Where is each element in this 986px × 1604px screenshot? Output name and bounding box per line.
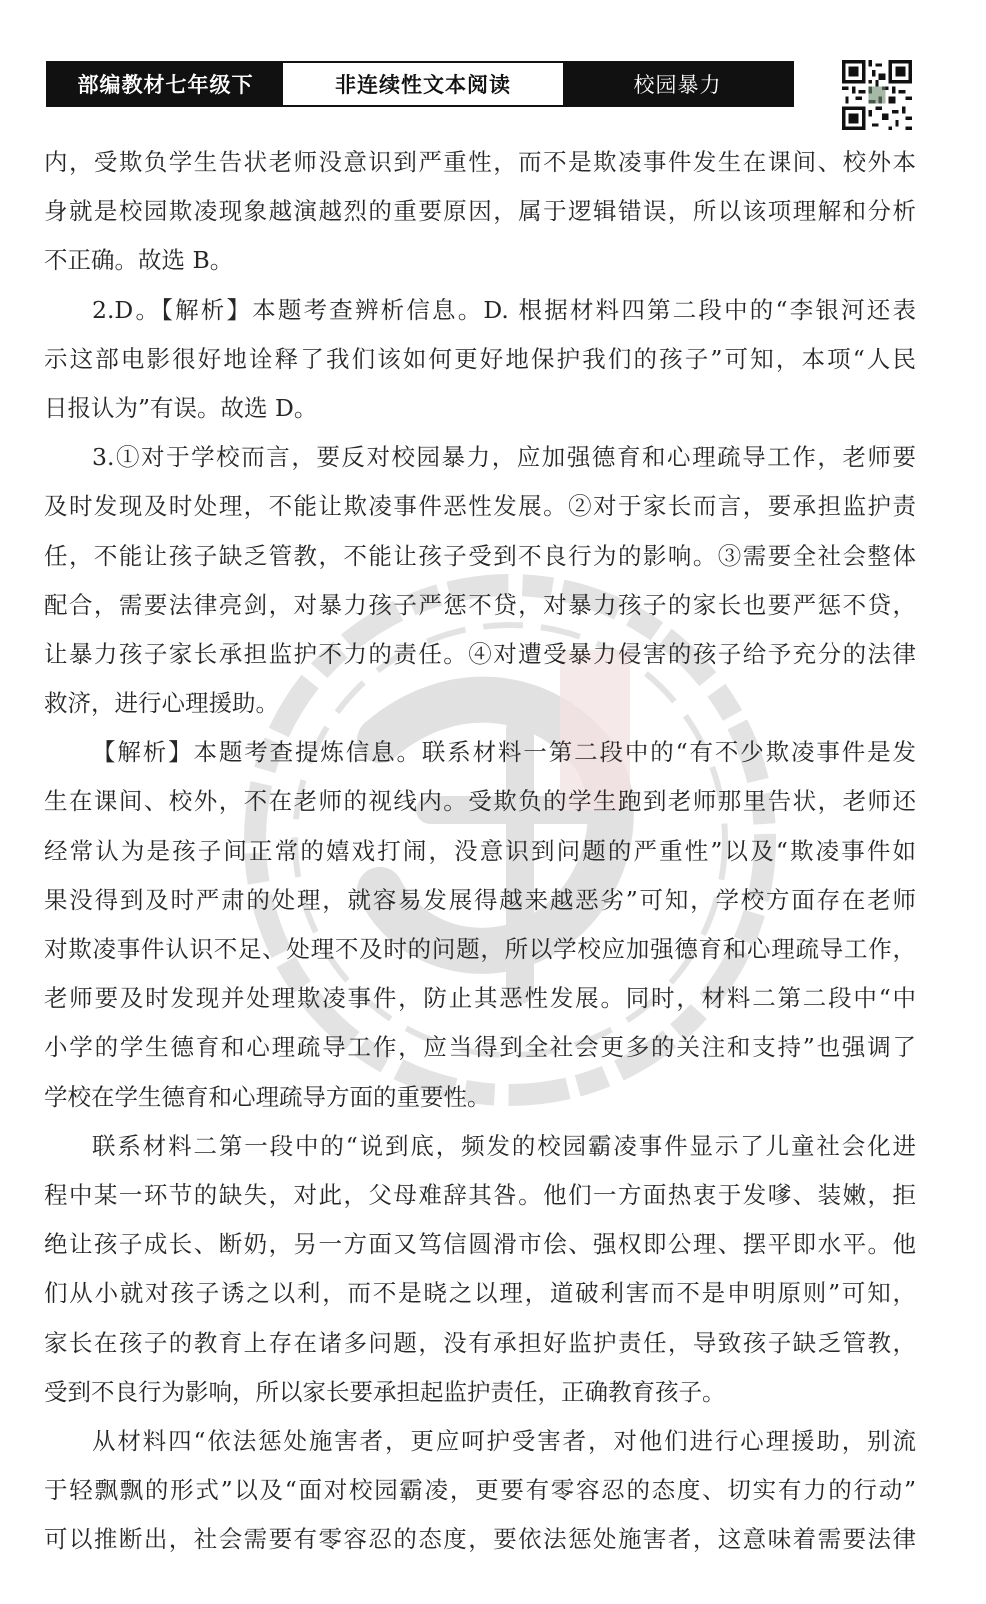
text-line: 对欺凌事件认识不足、处理不及时的问题，所以学校应加强德育和心理疏导工作， bbox=[44, 935, 916, 963]
text-line: 学校在学生德育和心理疏导方面的重要性。 bbox=[44, 1082, 491, 1111]
text-line: 们从小就对孩子诱之以利，而不是晓之以理，道破利害而不是申明原则”可知， bbox=[44, 1279, 916, 1308]
text-line: 程中某一环节的缺失，对此，父母难辞其咎。他们一方面热衷于发嗲、装嫩，拒 bbox=[44, 1180, 916, 1209]
text-line: 救济，进行心理援助。 bbox=[44, 689, 279, 718]
text-line: 老师要及时发现并处理欺凌事件，防止其恶性发展。同时，材料二第二段中“中 bbox=[44, 984, 916, 1013]
text-line: 让暴力孩子家长承担监护不力的责任。④对遭受暴力侵害的孩子给予充分的法律 bbox=[44, 639, 916, 668]
text-line: 3.①对于学校而言，要反对校园暴力，应加强德育和心理疏导工作，老师要 bbox=[92, 443, 916, 472]
text-line: 果没得到及时严肃的处理，就容易发展得越来越恶劣”可知，学校方面存在老师 bbox=[44, 885, 916, 914]
text-line: 绝让孩子成长、断奶，另一方面又笃信圆滑市侩、强权即公理、摆平即水平。他 bbox=[44, 1230, 916, 1259]
qr-code-icon[interactable] bbox=[842, 60, 912, 130]
page-header bbox=[46, 61, 794, 107]
text-line: 不正确。故选 B。 bbox=[44, 246, 234, 275]
text-line: 家长在孩子的教育上存在诸多问题，没有承担好监护责任，导致孩子缺乏管教， bbox=[44, 1328, 916, 1357]
article-body bbox=[44, 138, 916, 1564]
text-line: 任，不能让孩子缺乏管教，不能让孩子受到不良行为的影响。③需要全社会整体 bbox=[44, 541, 916, 570]
text-line: 从材料四“依法惩处施害者，更应呵护受害者，对他们进行心理援助，别流 bbox=[92, 1426, 916, 1455]
text-line: 及时发现及时处理，不能让欺凌事件恶性发展。②对于家长而言，要承担监护责 bbox=[44, 492, 916, 521]
header-type-label: 非连续性文本阅读 bbox=[283, 63, 563, 105]
text-line: 配合，需要法律亮剑，对暴力孩子严惩不贷，对暴力孩子的家长也要严惩不贷， bbox=[44, 590, 916, 619]
text-line: 【解析】本题考查提炼信息。联系材料一第二段中的“有不少欺凌事件是发 bbox=[92, 738, 916, 767]
text-line: 日报认为”有误。故选 D。 bbox=[44, 393, 318, 422]
text-line: 示这部电影很好地诠释了我们该如何更好地保护我们的孩子”可知，本项“人民 bbox=[44, 344, 916, 373]
text-line: 联系材料二第一段中的“说到底，频发的校园霸凌事件显示了儿童社会化进 bbox=[92, 1131, 916, 1160]
text-line: 身就是校园欺凌现象越演越烈的重要原因，属于逻辑错误，所以该项理解和分析 bbox=[44, 197, 916, 226]
header-topic-label: 校园暴力 bbox=[563, 63, 792, 105]
text-line: 可以推断出，社会需要有零容忍的态度，要依法惩处施害者，这意味着需要法律 bbox=[44, 1525, 916, 1554]
text-line: 受到不良行为影响，所以家长要承担起监护责任，正确教育孩子。 bbox=[44, 1377, 726, 1406]
text-line: 于轻飘飘的形式”以及“面对校园霸凌，更要有零容忍的态度、切实有力的行动” bbox=[44, 1476, 916, 1505]
header-book-label: 部编教材七年级下 bbox=[48, 63, 283, 105]
text-line: 经常认为是孩子间正常的嬉戏打闹，没意识到问题的严重性”以及“欺凌事件如 bbox=[44, 836, 916, 865]
text-line: 2.D。【解析】本题考查辨析信息。D. 根据材料四第二段中的“李银河还表 bbox=[92, 295, 916, 324]
text-line: 生在课间、校外，不在老师的视线内。受欺负的学生跑到老师那里告状，老师还 bbox=[44, 787, 916, 816]
text-line: 内，受欺负学生告状老师没意识到严重性，而不是欺凌事件发生在课间、校外本 bbox=[44, 148, 916, 176]
text-line: 小学的学生德育和心理疏导工作，应当得到全社会更多的关注和支持”也强调了 bbox=[44, 1033, 916, 1062]
